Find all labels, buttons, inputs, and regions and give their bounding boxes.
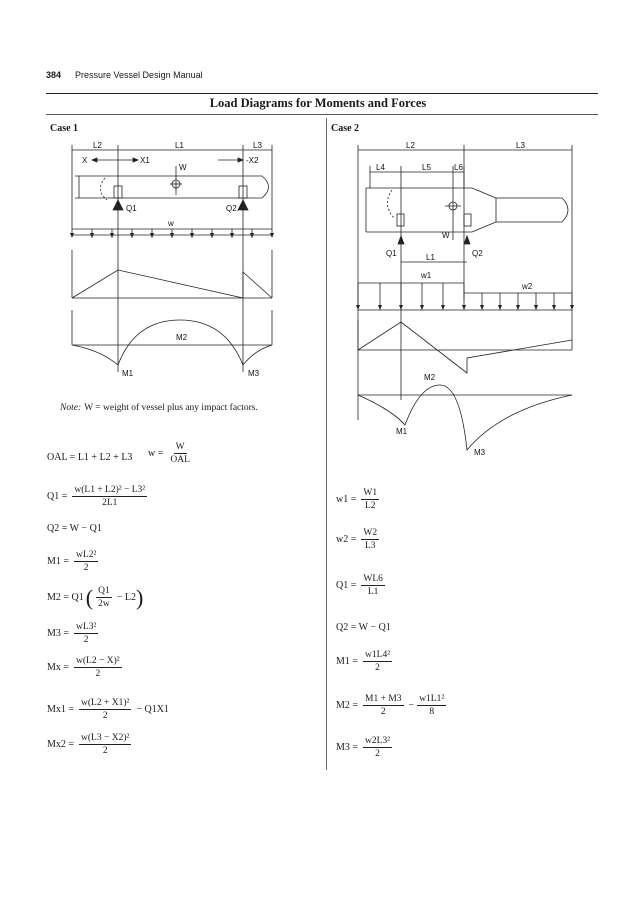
equation-row — [148, 442, 195, 465]
c1-m1: M1 — [122, 369, 134, 378]
eq-c2-6-numerator: w2L3² — [365, 736, 391, 746]
equation-row — [336, 650, 395, 673]
eq-c2-4-numerator: w1L4² — [365, 650, 391, 660]
book-title: Pressure Vessel Design Manual — [75, 70, 203, 80]
equation-row — [47, 523, 104, 534]
eq-c1-6-denominator: 2 — [83, 635, 89, 645]
eq-c2-5-numerator: M1 + M3 — [365, 694, 402, 704]
equation-lhs: Mx2 = — [47, 739, 75, 750]
c2-dim-l4: L4 — [376, 163, 385, 172]
equation-lhs: Mx = — [47, 662, 70, 673]
equation-row — [47, 550, 101, 573]
case1-note — [60, 403, 258, 413]
eq-c2-2-numerator: WL6 — [363, 574, 383, 584]
c1-dim-l1: L1 — [175, 141, 184, 150]
c1-x1: X1 — [140, 156, 150, 165]
eq-c1-4-numerator: wL2² — [76, 550, 97, 560]
equation-term: − Q1X1 — [136, 704, 169, 715]
eq-c1-8-denominator: 2 — [102, 711, 108, 721]
c1-q2: Q2 — [226, 204, 237, 213]
eq-c2-5b-denominator: 8 — [429, 707, 435, 717]
note-label: Note: — [60, 403, 82, 413]
equation-lhs: M3 = — [47, 628, 70, 639]
eq-c1-8-numerator: w(L2 + X1)² — [81, 698, 130, 708]
eq-c1-5-fraction — [96, 586, 112, 609]
c2-weight: W — [442, 231, 450, 240]
eq-c1-5-numerator: Q1 — [98, 586, 110, 596]
c2-dim-l2: L2 — [406, 141, 415, 150]
c2-q1: Q1 — [386, 249, 397, 258]
equation-row — [47, 622, 101, 645]
eq-c1-7-numerator: w(L2 − X)² — [76, 656, 120, 666]
equation-lhs: M2 = Q1 — [47, 592, 84, 603]
equation-row — [47, 485, 150, 508]
c2-dim-l3: L3 — [516, 141, 525, 150]
eq-c2-2-fraction — [361, 574, 385, 597]
c1-m2: M2 — [176, 333, 188, 342]
page-number: 384 — [46, 70, 62, 80]
equation-row — [47, 733, 134, 756]
equation-lhs: Q1 = — [336, 580, 357, 591]
equation-row — [336, 528, 382, 551]
equation-row — [336, 694, 449, 717]
c1-q1: Q1 — [126, 204, 137, 213]
eq-c1-1-numerator: W — [175, 442, 185, 452]
equation-lhs: M1 = — [47, 556, 70, 567]
c2-dim-l6: L6 — [454, 163, 463, 172]
paren-close: ) — [135, 584, 144, 610]
equation-lhs: M1 = — [336, 656, 359, 667]
equation-row — [47, 698, 169, 721]
c2-dim-l5: L5 — [422, 163, 431, 172]
eq-c1-6-numerator: wL3² — [76, 622, 97, 632]
eq-c1-8-fraction — [79, 698, 131, 721]
eq-c1-9-denominator: 2 — [102, 746, 108, 756]
eq-c2-1-denominator: L3 — [364, 541, 376, 551]
equation-lhs: w = — [148, 448, 164, 459]
equation-lhs: Mx1 = — [47, 704, 75, 715]
c1-m3: M3 — [248, 369, 260, 378]
case1-label: Case 1 — [50, 123, 79, 134]
equation-term: − L2 — [116, 592, 136, 603]
equation-row — [336, 574, 388, 597]
equation-term: − — [408, 700, 415, 711]
eq-c1-4-fraction — [74, 550, 98, 573]
eq-c1-9-numerator: w(L3 − X2)² — [81, 733, 130, 743]
eq-c2-5b-fraction — [417, 694, 446, 717]
c1-load: w — [168, 219, 174, 228]
eq-c1-1-fraction — [168, 442, 192, 465]
eq-c2-6-fraction — [363, 736, 392, 759]
c1-dim-l2: L2 — [93, 141, 102, 150]
c2-m1: M1 — [396, 427, 408, 436]
c1-weight: W — [179, 163, 187, 172]
equation-row — [336, 736, 395, 759]
eq-c1-4-denominator: 2 — [83, 563, 89, 573]
eq-c2-4-fraction — [363, 650, 392, 673]
eq-c2-5-denominator: 2 — [380, 707, 386, 717]
c2-w2: w2 — [522, 282, 533, 291]
eq-c2-5-fraction — [363, 694, 404, 717]
eq-c2-2-denominator: L1 — [367, 587, 379, 597]
eq-c1-5-denominator: 2w — [98, 599, 110, 609]
equation-lhs: OAL = L1 + L2 + L3 — [47, 452, 133, 463]
equation-lhs: w1 = — [336, 494, 357, 505]
eq-c1-7-denominator: 2 — [95, 669, 101, 679]
c2-m3: M3 — [474, 448, 486, 457]
eq-c2-1-fraction — [361, 528, 379, 551]
equation-row — [336, 622, 393, 633]
c1-x: X — [82, 156, 88, 165]
equation-row — [47, 452, 134, 463]
eq-c1-2-numerator: w(L1 + L2)² − L3² — [74, 485, 146, 495]
eq-c1-9-fraction — [79, 733, 131, 756]
equation-lhs: Q2 = W − Q1 — [336, 622, 391, 633]
equation-lhs: M3 = — [336, 742, 359, 753]
c2-q2: Q2 — [472, 249, 483, 258]
eq-c1-6-fraction — [74, 622, 98, 645]
c1-x2: -X2 — [246, 156, 259, 165]
eq-c1-2-fraction — [72, 485, 147, 508]
page-title: Load Diagrams for Moments and Forces — [209, 96, 427, 110]
note-text: W = weight of vessel plus any impact factors. — [84, 403, 258, 413]
eq-c2-0-numerator: W1 — [363, 488, 378, 498]
paren-open: ( — [85, 584, 94, 610]
eq-c2-4-denominator: 2 — [375, 663, 380, 673]
equation-row — [47, 656, 125, 679]
eq-c1-2-denominator: 2L1 — [102, 498, 118, 508]
eq-c2-0-denominator: L2 — [364, 501, 376, 511]
equation-row — [336, 488, 382, 511]
eq-c2-0-fraction — [361, 488, 379, 511]
eq-c2-5b-numerator: w1L1² — [419, 694, 445, 704]
c2-w1: w1 — [421, 271, 432, 280]
c2-span: L1 — [426, 253, 435, 262]
eq-c1-1-denominator: OAL — [170, 455, 190, 465]
equation-row — [47, 586, 143, 609]
c2-m2: M2 — [424, 373, 436, 382]
equation-lhs: Q2 = W − Q1 — [47, 523, 102, 534]
equation-lhs: w2 = — [336, 534, 357, 545]
eq-c1-7-fraction — [74, 656, 122, 679]
c1-dim-l3: L3 — [253, 141, 262, 150]
equation-lhs: M2 = — [336, 700, 359, 711]
eq-c2-6-denominator: 2 — [375, 749, 380, 759]
equation-lhs: Q1 = — [47, 491, 68, 502]
case2-label: Case 2 — [331, 123, 360, 134]
eq-c2-1-numerator: W2 — [363, 528, 378, 538]
